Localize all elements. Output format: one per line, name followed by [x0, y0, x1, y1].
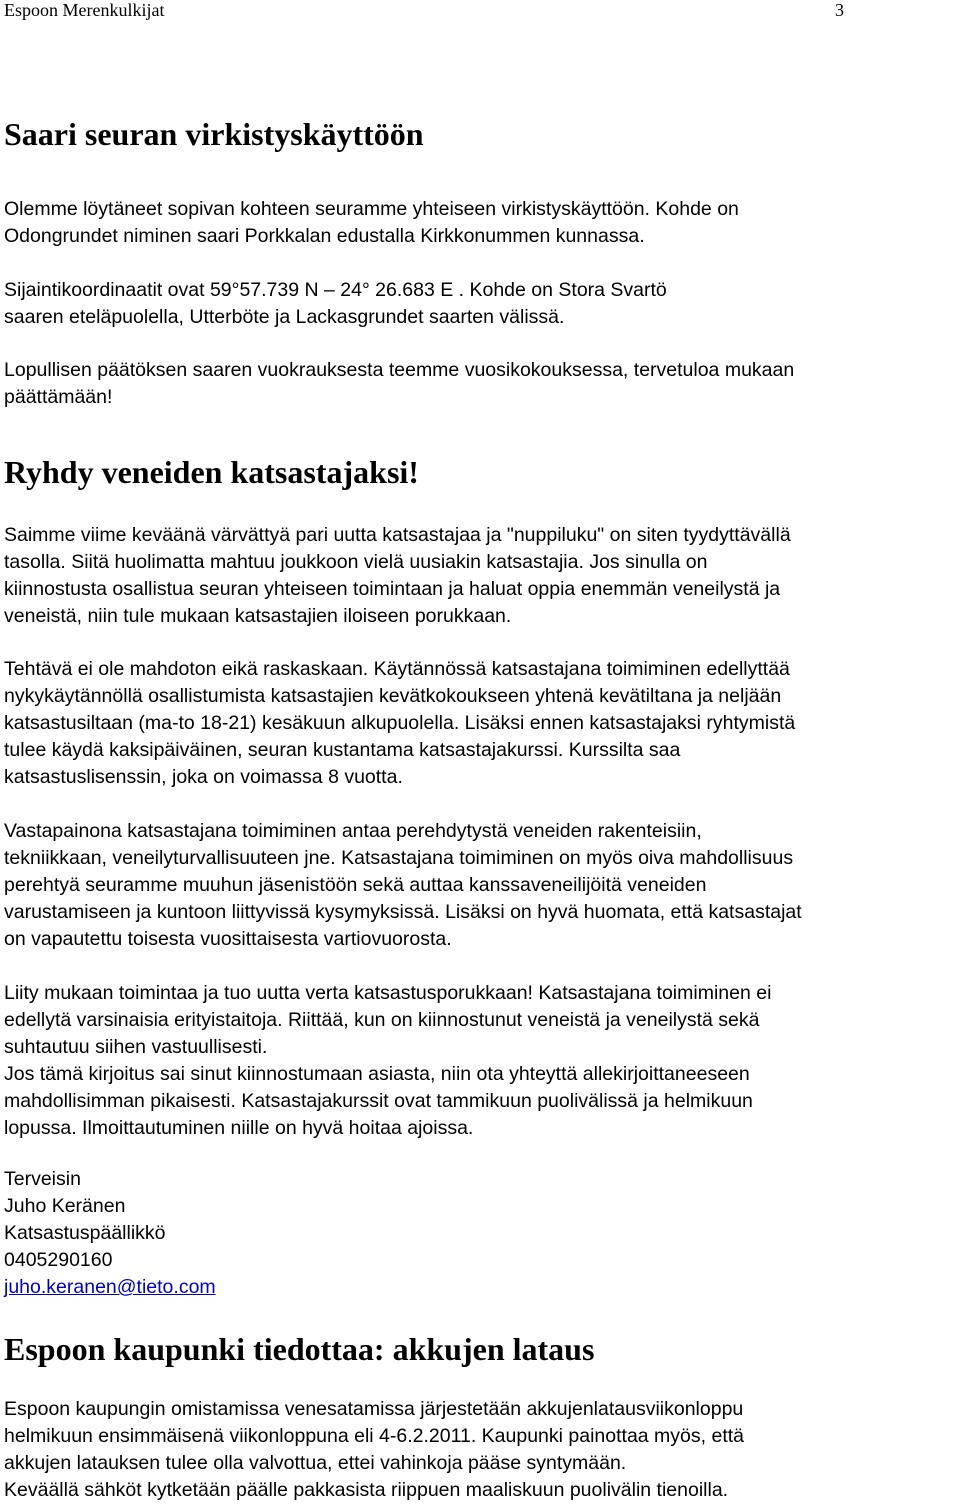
- text-line: mahdollisimman pikaisesti. Katsastajakurssit ovat tammikuun puolivälissä ja helmikuun: [4, 1090, 753, 1112]
- paragraph: [4, 656, 956, 791]
- text-line: Saimme viime keväänä värvättyä pari uutta katsastajaa ja "nuppiluku" on siten tyydyttävällä: [4, 524, 791, 546]
- text-line: saaren eteläpuolella, Utterböte ja Lackasgrundet saarten välissä.: [4, 306, 565, 328]
- paragraph: [4, 196, 956, 250]
- signature-role: Katsastuspäällikkö: [4, 1222, 166, 1244]
- text-line: katsastuslisenssin, joka on voimassa 8 vuotta.: [4, 766, 403, 788]
- text-line: perehtyä seuramme muuhun jäsenistöön sekä auttaa kanssaveneilijöitä veneiden: [4, 874, 707, 896]
- paragraph: [4, 1396, 956, 1504]
- text-line: Lopullisen päätöksen saaren vuokrauksesta teemme vuosikokouksessa, tervetuloa mukaan: [4, 359, 795, 381]
- page-number: 3: [835, 0, 844, 20]
- paragraph: [4, 522, 956, 630]
- text-line: lopussa. Ilmoittautuminen niille on hyvä hoitaa ajoissa.: [4, 1117, 474, 1139]
- paragraph: [4, 357, 956, 411]
- text-line: Sijaintikoordinaatit ovat 59°57.739 N – 24° 26.683 E . Kohde on Stora Svartö: [4, 279, 667, 301]
- signature-block: [4, 1166, 956, 1301]
- text-line: päättämään!: [4, 386, 113, 408]
- page-header: [4, 0, 960, 22]
- signature-greeting: Terveisin: [4, 1168, 81, 1190]
- text-line: Olemme löytäneet sopivan kohteen seuramme yhteiseen virkistyskäyttöön. Kohde on: [4, 198, 739, 220]
- paragraph: [4, 818, 956, 953]
- text-line: suhtautuu siihen vastuullisesti.: [4, 1036, 268, 1058]
- header-title: Espoon Merenkulkijat: [4, 0, 165, 20]
- text-line: on vapautettu toisesta vuosittaisesta vartiovuorosta.: [4, 928, 452, 950]
- text-line: akkujen latauksen tulee olla valvottua, ettei vahinkoja pääse syntymään.: [4, 1452, 627, 1474]
- signature-email-line: [4, 1274, 956, 1301]
- text-line: Odongrundet niminen saari Porkkalan edustalla Kirkkonummen kunnassa.: [4, 225, 645, 247]
- text-line: tulee käydä kaksipäiväinen, seuran kustantama katsastajakurssi. Kurssilta saa: [4, 739, 681, 761]
- text-line: tasolla. Siitä huolimatta mahtuu joukkoon vielä uusiakin katsastajia. Jos sinulla on: [4, 551, 708, 573]
- text-line: kiinnostusta osallistua seuran yhteiseen toimintaan ja haluat oppia enemmän veneilystä ja: [4, 578, 781, 600]
- email-link[interactable]: juho.keranen@tieto.com: [4, 1276, 216, 1298]
- paragraph: [4, 277, 956, 331]
- paragraph: [4, 980, 956, 1142]
- text-line: varustamiseen ja kuntoon liittyvissä kysymyksissä. Lisäksi on hyvä huomata, että katsastajat: [4, 901, 802, 923]
- section-heading-katsastajaksi: Ryhdy veneiden katsastajaksi!: [4, 454, 419, 490]
- text-line: katsastusiltaan (ma-to 18-21) kesäkuun alkupuolella. Lisäksi ennen katsastajaksi ryhtymistä: [4, 712, 796, 734]
- text-line: helmikuun ensimmäisenä viikonloppuna eli 4-6.2.2011. Kaupunki painottaa myös, että: [4, 1425, 745, 1447]
- signature-name: Juho Keränen: [4, 1195, 126, 1217]
- text-line: veneistä, niin tule mukaan katsastajien iloiseen porukkaan.: [4, 605, 512, 627]
- signature-phone: 0405290160: [4, 1249, 113, 1271]
- text-line: edellytä varsinaisia erityistaitoja. Riittää, kun on kiinnostunut veneistä ja veneilystä sekä: [4, 1009, 760, 1031]
- text-line: Liity mukaan toimintaa ja tuo uutta verta katsastusporukkaan! Katsastajana toimiminen ei: [4, 982, 772, 1004]
- text-line: Espoon kaupungin omistamissa venesatamissa järjestetään akkujenlatausviikonloppu: [4, 1398, 744, 1420]
- section-heading-akkujen-lataus: Espoon kaupunki tiedottaa: akkujen lataus: [4, 1331, 595, 1367]
- text-line: Jos tämä kirjoitus sai sinut kiinnostumaan asiasta, niin ota yhteyttä allekirjoittaneeseen: [4, 1063, 750, 1085]
- text-line: nykykäytännöllä osallistumista katsastajien kevätkokoukseen yhtenä kevätiltana ja neljään: [4, 685, 782, 707]
- text-line: Keväällä sähköt kytketään päälle pakkasista riippuen maaliskuun puolivälin tienoilla.: [4, 1479, 729, 1501]
- text-line: Vastapainona katsastajana toimiminen antaa perehdytystä veneiden rakenteisiin,: [4, 820, 702, 842]
- text-line: tekniikkaan, veneilyturvallisuuteen jne. Katsastajana toimiminen on myös oiva mahdollisuus: [4, 847, 794, 869]
- text-line: Tehtävä ei ole mahdoton eikä raskaskaan. Käytännössä katsastajana toimiminen edellyttää: [4, 658, 790, 680]
- section-heading-saari: Saari seuran virkistyskäyttöön: [4, 116, 424, 152]
